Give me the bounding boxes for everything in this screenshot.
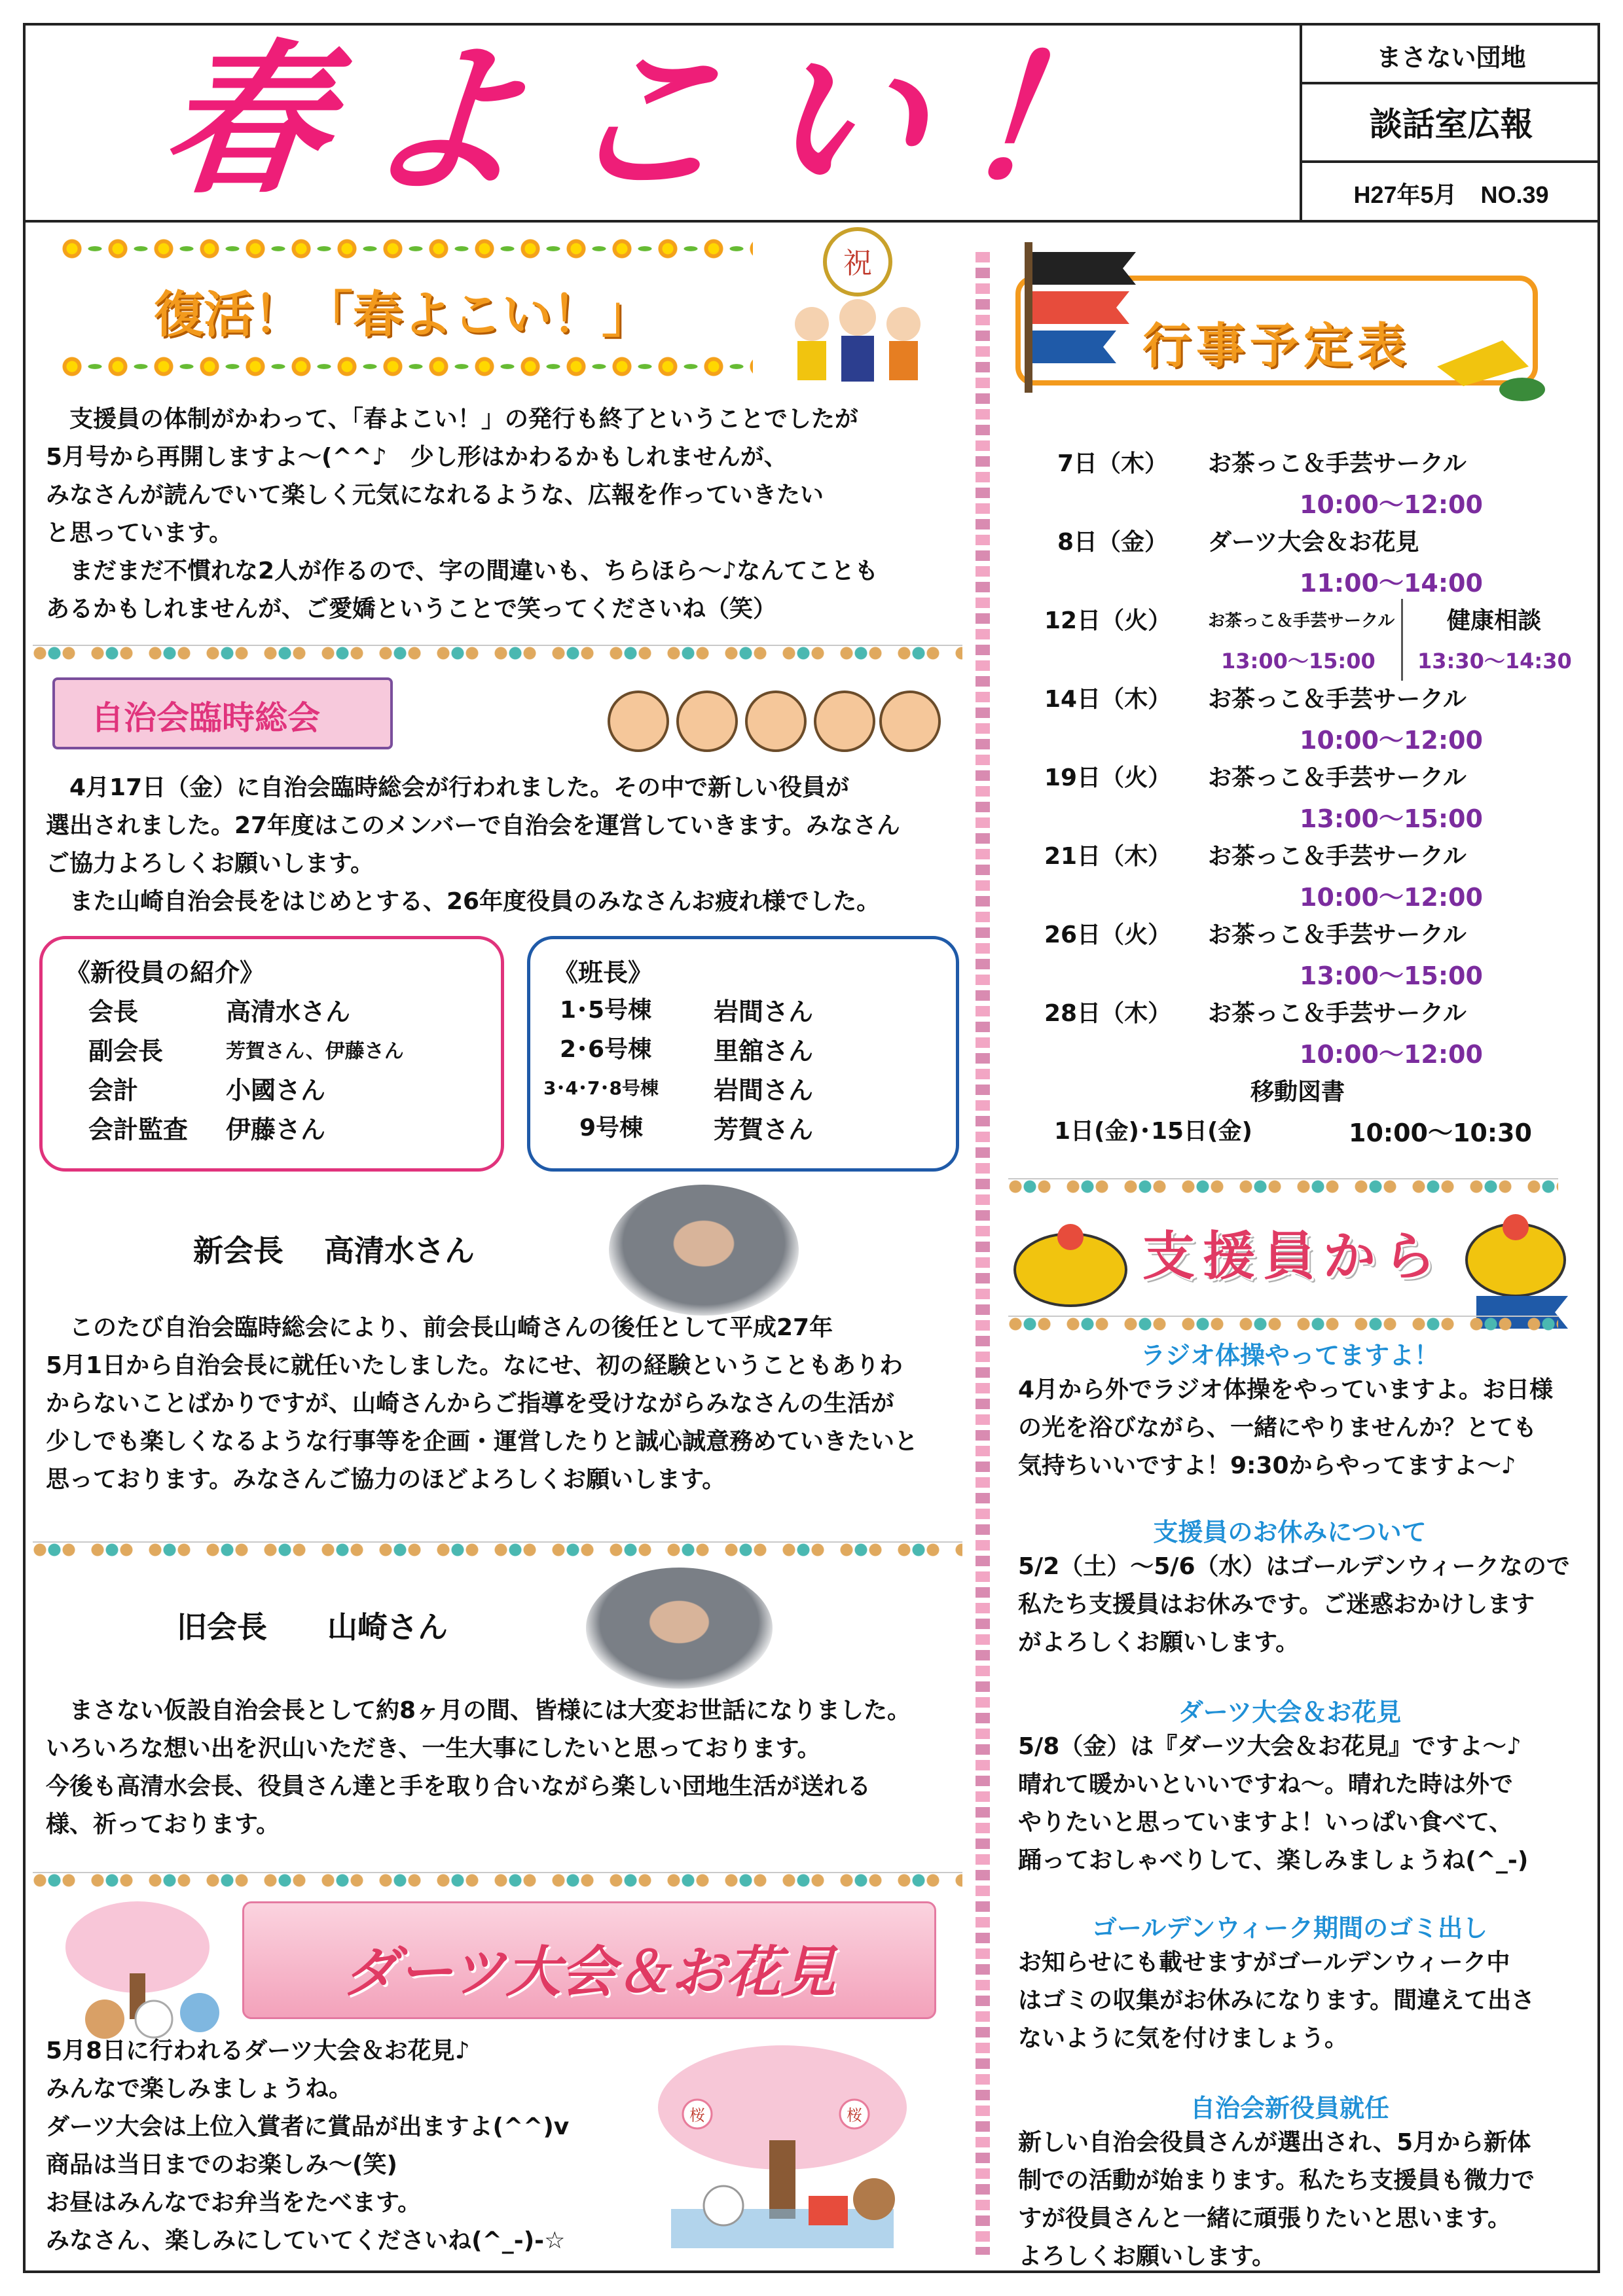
supporter-item-text: 4月から外でラジオ体操をやっていますよ。お日様 の光を浴びながら、一緒にやりませんか？とても 気持ちいいですよ！9:30からやってますよ～♪ bbox=[1018, 1376, 1554, 1479]
revival-text: 支援員の体制がかわって、「春よこい！」の発行も終了ということでしたが 5月号から再開しますよ～(^^♪ 少し形はかわるかもしれませんが、 みなさんが読んでいて楽しく元気になれるような、広報を作っていきたい と思っています。 まだまだ不慣れな2人が作るので、字の間違いも、ちらほら～♪なんてことも あるかもしれませんが、ご愛嬌ということで笑ってくださいね（笑） bbox=[46, 406, 879, 622]
bead-divider bbox=[33, 645, 962, 660]
masthead-divider bbox=[23, 220, 1600, 223]
schedule-date: 14日（木） bbox=[1044, 686, 1172, 713]
picnic-label: 桜 bbox=[847, 2106, 862, 2125]
schedule-event: お茶っこ＆手芸サークル bbox=[1208, 922, 1467, 948]
schedule-date: 12日（火） bbox=[1044, 607, 1172, 634]
darts-text: 5月8日に行われるダーツ大会＆お花見♪ みんなで楽しみましょうね。 ダーツ大会は上位入賞者に賞品が出ますよ(^^)v 商品は当日までのお楽しみ～(笑) お昼はみんなでお弁当をたべます。 みなさん、楽しみにしていてくださいね(^_-)-☆ bbox=[46, 2037, 570, 2254]
supporter-item-text: 新しい自治会役員さんが選出され、5月から新体 制での活動が始まります。私たち支援員も微力で すが役員さんと一緒に頑張りたいと思います。 よろしくお願いします。 bbox=[1018, 2129, 1535, 2270]
supporter-item-title: ゴールデンウィーク期間のゴミ出し bbox=[1091, 1914, 1488, 1943]
picnic-illustration bbox=[645, 2042, 920, 2258]
schedule-time: 10:00～12:00 bbox=[1300, 726, 1483, 755]
schedule-date: 7日（木） bbox=[1057, 450, 1169, 477]
schedule-event: お茶っこ＆手芸サークル bbox=[1208, 764, 1467, 791]
officers-box bbox=[39, 936, 504, 1172]
schedule-event: お茶っこ＆手芸サークル bbox=[1208, 450, 1467, 477]
assembly-heading: 自治会臨時総会 bbox=[91, 699, 320, 737]
officer-name: 小國さん bbox=[226, 1076, 326, 1105]
masthead-meta bbox=[1300, 23, 1600, 223]
leaders-box bbox=[527, 936, 959, 1172]
schedule-time: 13:00～15:00 bbox=[1221, 649, 1376, 673]
assembly-text: 4月17日（金）に自治会臨時総会が行われました。その中で新しい役員が 選出されました。27年度はこのメンバーで自治会を運営していきます。みなさん ご協力よろしくお願いします。 また山崎自治会長をはじめとする、26年度役員のみなさんお疲れ様でした。 bbox=[46, 774, 900, 915]
celebration-illustration bbox=[779, 226, 936, 386]
leaders-title: 《班長》 bbox=[553, 958, 653, 987]
bead-divider bbox=[1008, 1178, 1558, 1194]
mobile-library-dates: 1日(金)･15日(金) bbox=[1054, 1118, 1252, 1145]
schedule-split-divider bbox=[1401, 599, 1403, 681]
new-chair-heading: 新会長 高清水さん bbox=[193, 1233, 475, 1268]
schedule-time: 10:00～12:00 bbox=[1300, 883, 1483, 912]
schedule-date: 21日（木） bbox=[1044, 843, 1172, 870]
officer-role: 会計 bbox=[88, 1076, 139, 1105]
schedule-time: 13:30～14:30 bbox=[1417, 649, 1572, 673]
supporter-item-title: 自治会新役員就任 bbox=[1190, 2094, 1389, 2123]
leader-name: 里舘さん bbox=[714, 1037, 814, 1066]
schedule-event: 健康相談 bbox=[1447, 607, 1542, 634]
column-divider bbox=[976, 252, 990, 2255]
leader-name: 岩間さん bbox=[714, 1076, 814, 1105]
residents-illustration bbox=[602, 681, 943, 759]
picnic-label: 桜 bbox=[689, 2106, 705, 2125]
schedule-heading: 行事予定表 bbox=[1142, 318, 1411, 374]
mobile-library-time: 10:00～10:30 bbox=[1349, 1119, 1532, 1147]
leader-building: 3･4･7･8号棟 bbox=[543, 1077, 659, 1099]
celebration-label: 祝 bbox=[843, 247, 872, 280]
schedule-event: お茶っこ＆手芸サークル bbox=[1208, 611, 1395, 631]
supporter-item-title: ラジオ体操やってますよ！ bbox=[1140, 1341, 1439, 1370]
publication-name: 談話室広報 bbox=[1369, 106, 1533, 143]
darts-banner bbox=[242, 1901, 936, 2019]
cherry-tree-illustration bbox=[52, 1895, 236, 2045]
schedule-event: ダーツ大会＆お花見 bbox=[1208, 529, 1419, 556]
supporters-heading: 支援員から bbox=[1142, 1226, 1444, 1287]
schedule-event: お茶っこ＆手芸サークル bbox=[1208, 843, 1467, 870]
officer-role: 副会長 bbox=[88, 1037, 164, 1066]
officers-title: 《新役員の紹介》 bbox=[65, 958, 265, 987]
schedule-date: 26日（火） bbox=[1044, 922, 1172, 948]
revival-heading: 復活！「春よこい！」 bbox=[154, 285, 651, 344]
meta-divider bbox=[1302, 160, 1600, 163]
leader-name: 芳賀さん bbox=[714, 1115, 814, 1144]
issue-number: H27年5月 NO.39 bbox=[1353, 181, 1549, 208]
schedule-time: 10:00～12:00 bbox=[1300, 1040, 1483, 1069]
old-chair-photo bbox=[586, 1568, 773, 1689]
supporter-item-text: 5/8（金）は『ダーツ大会＆お花見』ですよ～♪ 晴れて暖かいといいですね～。晴れた時は外で やりたいと思っていますよ！いっぱい食べて、 踊っておしゃべりして、楽しみましょうね(^_-) bbox=[1018, 1733, 1529, 1874]
leader-building: 2･6号棟 bbox=[560, 1036, 652, 1063]
flower-border-bottom bbox=[59, 353, 753, 380]
old-chair-text: まさない仮設自治会長として約8ヶ月の間、皆様には大変お世話になりました。 いろいろな想い出を沢山いただき、一生大事にしたいと思っております。 今後も高清水会長、役員さん達と手を取り合いながら楽しい団地生活が送れる 様、祈っております。 bbox=[46, 1697, 911, 1838]
schedule-event: お茶っこ＆手芸サークル bbox=[1208, 686, 1467, 713]
bead-divider bbox=[1008, 1316, 1558, 1331]
bead-divider bbox=[33, 1541, 962, 1557]
supporter-item-title: 支援員のお休みについて bbox=[1153, 1518, 1427, 1547]
supporter-item-title: ダーツ大会＆お花見 bbox=[1178, 1698, 1402, 1727]
schedule-date: 28日（木） bbox=[1044, 1000, 1172, 1027]
officer-role: 会計監査 bbox=[88, 1115, 189, 1144]
newsletter-title: 春よこい！ bbox=[153, 26, 1173, 216]
officer-role: 会長 bbox=[88, 997, 139, 1026]
schedule-time: 11:00～14:00 bbox=[1300, 569, 1483, 598]
new-chair-photo bbox=[609, 1185, 799, 1316]
officer-name: 芳賀さん、伊藤さん bbox=[226, 1040, 404, 1063]
schedule-date: 19日（火） bbox=[1044, 764, 1172, 791]
leader-building: 1･5号棟 bbox=[560, 997, 652, 1024]
old-chair-heading: 旧会長 山崎さん bbox=[177, 1609, 448, 1645]
darts-banner-title: ダーツ大会＆お花見 bbox=[342, 1940, 836, 2004]
schedule-date: 8日（金） bbox=[1057, 529, 1169, 556]
leader-name: 岩間さん bbox=[714, 997, 814, 1026]
mobile-library-label: 移動図書 bbox=[1250, 1079, 1345, 1105]
schedule-time: 13:00～15:00 bbox=[1300, 804, 1483, 833]
flower-border-top bbox=[59, 236, 753, 262]
schedule-time: 13:00～15:00 bbox=[1300, 961, 1483, 990]
supporter-item-text: 5/2（土）～5/6（水）はゴールデンウィークなので 私たち支援員はお休みです。ご迷惑おかけします がよろしくお願いします。 bbox=[1018, 1553, 1570, 1656]
leader-building: 9号棟 bbox=[579, 1115, 644, 1141]
meta-divider bbox=[1302, 82, 1600, 84]
officer-name: 伊藤さん bbox=[226, 1115, 326, 1144]
org-name: まさない団地 bbox=[1376, 45, 1526, 72]
bead-divider bbox=[33, 1872, 962, 1888]
supporter-item-text: お知らせにも載せますがゴールデンウィーク中 はゴミの収集がお休みになります。間違えて出さ ないように気を付けましょう。 bbox=[1018, 1949, 1535, 2052]
schedule-event: お茶っこ＆手芸サークル bbox=[1208, 1000, 1467, 1027]
assembly-scroll bbox=[52, 677, 393, 749]
new-chair-text: このたび自治会臨時総会により、前会長山崎さんの後任として平成27年 5月1日から自治会長に就任いたしました。なにせ、初の経験ということもありわ からないことばかりですが、山崎さんからご指導を受けながらみなさんの生活が 少しでも楽しくなるような行事等を企画・運営したりと誠心誠意務めていきたいと 思っております。みなさんご協力のほどよろしくお願いします。 bbox=[46, 1314, 919, 1493]
schedule-time: 10:00～12:00 bbox=[1300, 490, 1483, 519]
officer-name: 高清水さん bbox=[226, 997, 351, 1026]
